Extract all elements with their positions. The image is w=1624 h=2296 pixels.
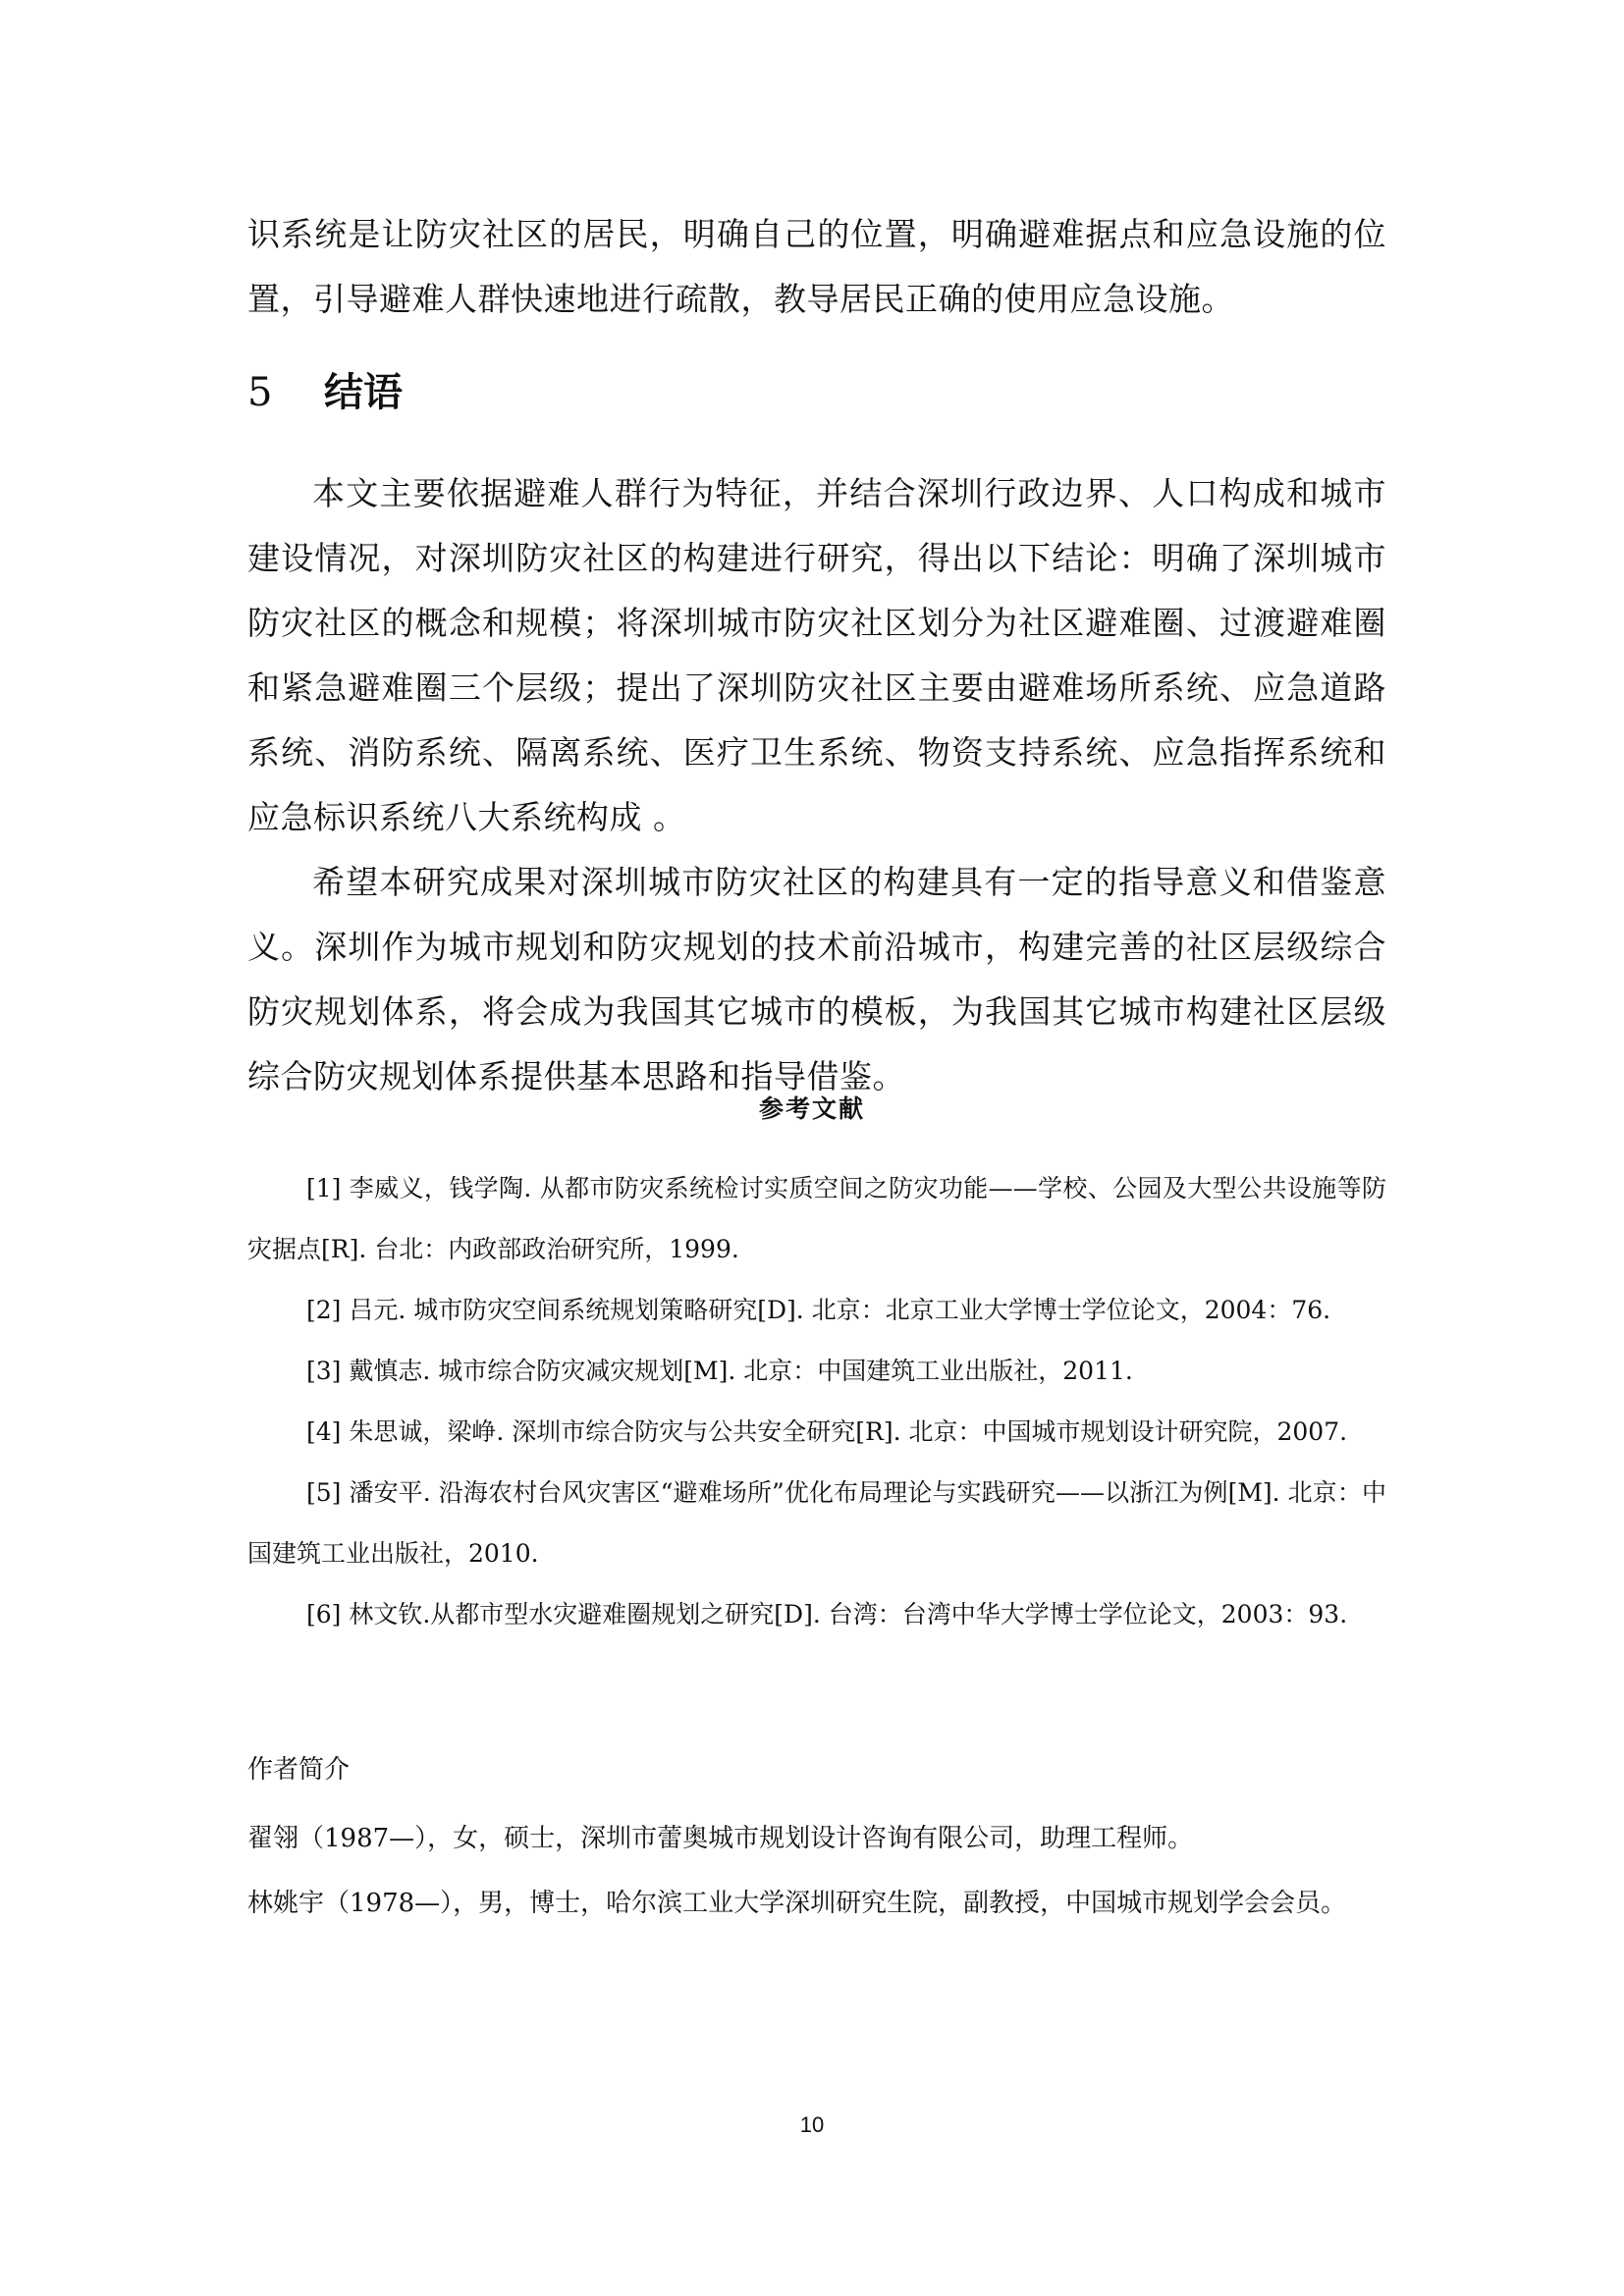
author-info-label: 作者简介 — [247, 1755, 351, 1785]
references-title: 参考文献 — [758, 1095, 865, 1123]
reference-item-1: [1] 李威义，钱学陶. 从都市防灾系统检讨实质空间之防灾功能——学校、公园及大型公共设施等防灾据点[R]. 台北：内政部政治研究所，1999. — [247, 1174, 1386, 1263]
conclusion-paragraph-1: 本文主要依据避难人群行为特征，并结合深圳行政边界、人口构成和城市建设情况，对深圳防灾社区的构建进行研究，得出以下结论：明确了深圳城市防灾社区的概念和规模；将深圳城市防灾社区划分为社区避难圈、过渡避难圈和紧急避难圈三个层级；提出了深圳防灾社区主要由避难场所系统、应急道路系统、消防系统、隔离系统、医疗卫生系统、物资支持系统、应急指挥系统和应急标识系统八大系统构成 。 — [247, 474, 1386, 836]
reference-item-6: [6] 林文钦.从都市型水灾避难圈规划之研究[D]. 台湾：台湾中华大学博士学位论文，2003：93. — [306, 1600, 1348, 1629]
reference-item-4: [4] 朱思诚，梁峥. 深圳市综合防灾与公共安全研究[R]. 北京：中国城市规划设计研究院，2007. — [306, 1417, 1348, 1446]
reference-item-2: [2] 吕元. 城市防灾空间系统规划策略研究[D]. 北京：北京工业大学博士学位论文，2004：76. — [306, 1296, 1331, 1324]
author-bio-2: 林姚宇（1978—），男，博士，哈尔滨工业大学深圳研究生院，副教授，中国城市规划学会会员。 — [247, 1889, 1347, 1918]
section-title: 结语 — [324, 370, 403, 415]
continued-paragraph: 识系统是让防灾社区的居民，明确自己的位置，明确避难据点和应急设施的位置，引导避难人群快速地进行疏散，教导居民正确的使用应急设施。 — [247, 215, 1386, 318]
section-number: 5 — [247, 370, 273, 415]
conclusion-paragraph-2: 希望本研究成果对深圳城市防灾社区的构建具有一定的指导意义和借鉴意义。深圳作为城市规划和防灾规划的技术前沿城市，构建完善的社区层级综合防灾规划体系，将会成为我国其它城市的模板，为我国其它城市构建社区层级综合防灾规划体系提供基本思路和指导借鉴。 — [247, 863, 1386, 1095]
reference-item-3: [3] 戴慎志. 城市综合防灾减灾规划[M]. 北京：中国建筑工业出版社，2011. — [306, 1357, 1133, 1385]
reference-item-5: [5] 潘安平. 沿海农村台风灾害区“避难场所”优化布局理论与实践研究——以浙江为例[M]. 北京：中国建筑工业出版社，2010. — [247, 1478, 1386, 1568]
continued-paragraph-block — [247, 202, 1386, 332]
author-bio-1: 翟翎（1987—），女，硕士，深圳市蕾奥城市规划设计咨询有限公司，助理工程师。 — [247, 1824, 1194, 1853]
page-number: 10 — [799, 2112, 825, 2137]
conclusion-section — [247, 461, 1386, 1109]
section-heading — [247, 363, 403, 422]
author-info — [247, 1737, 1386, 1936]
references-list — [247, 1158, 1386, 1645]
